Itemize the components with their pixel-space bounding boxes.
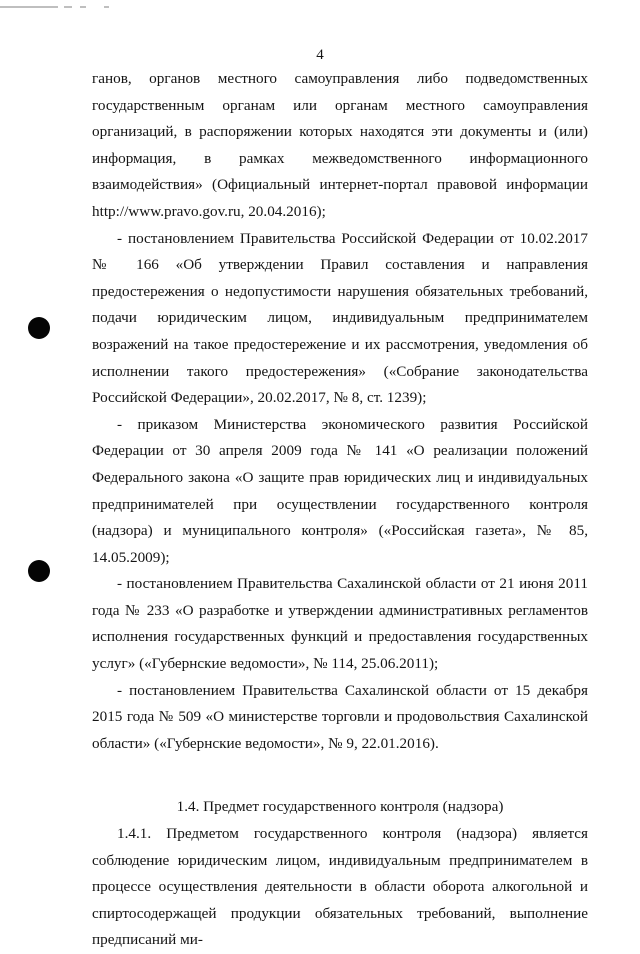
document-body (92, 66, 588, 954)
paragraph-continuation: ганов, органов местного самоуправления либо подведомственных государственным органам или органам местного самоуправления организаций, в распоряжении которых находятся эти документы и (или) информация, в рамках межведомственного информационного взаимодействия» (Официальный интернет-портал правовой информации http://www.pravo.gov.ru, 20.04.2016); (92, 70, 588, 220)
paragraph-ministry-order-141: - приказом Министерства экономического развития Российской Федерации от 30 апреля 2009 года № 141 «О реализации положений Федерального закона «О защите прав юридических лиц и индивидуальных предпринимателей при осуществлении государственного контроля (надзора) и муниципального контроля» («Российская газета», № 85, 14.05.2009); (92, 415, 588, 566)
paragraph-government-decree-166: - постановлением Правительства Российской Федерации от 10.02.2017 № 166 «Об утверждении Правил составления и направления предостережения о недопустимости нарушения обязательных требований, подачи юридическим лицом, индивидуальным предпринимателем возражений на такое предостережение и их рассмотрения, уведомления об исполнении такого предостережения» («Собрание законодательства Российской Федерации», 20.02.2017, № 8, ст. 1239); (92, 229, 588, 407)
section-paragraph: 1.4.1. Предметом государственного контроля (надзора) является соблюдение юридическим лицом, индивидуальным предпринимателем в процессе осуществления деятельности в области оборота алкогольной и спиртосодержащей продукции обязательных требований, выполнение предписаний ми- (92, 825, 588, 949)
paragraph-sakhalin-decree-233: - постановлением Правительства Сахалинской области от 21 июня 2011 года № 233 «О разработке и утверждении административных регламентов исполнения государственных функций и предоставления государственных услуг» («Губернские ведомости», № 114, 25.06.2011); (92, 575, 588, 673)
scan-artifact (0, 6, 118, 10)
paragraph-sakhalin-decree-509: - постановлением Правительства Сахалинской области от 15 декабря 2015 года № 509 «О министерстве торговли и продовольствия Сахалинской области» («Губернские ведомости», № 9, 22.01.2016). (92, 681, 588, 752)
section-heading: 1.4. Предмет государственного контроля (надзора) (176, 798, 504, 816)
punch-hole-top (28, 317, 50, 339)
page-number: 4 (316, 47, 324, 63)
punch-hole-bottom (28, 560, 50, 582)
